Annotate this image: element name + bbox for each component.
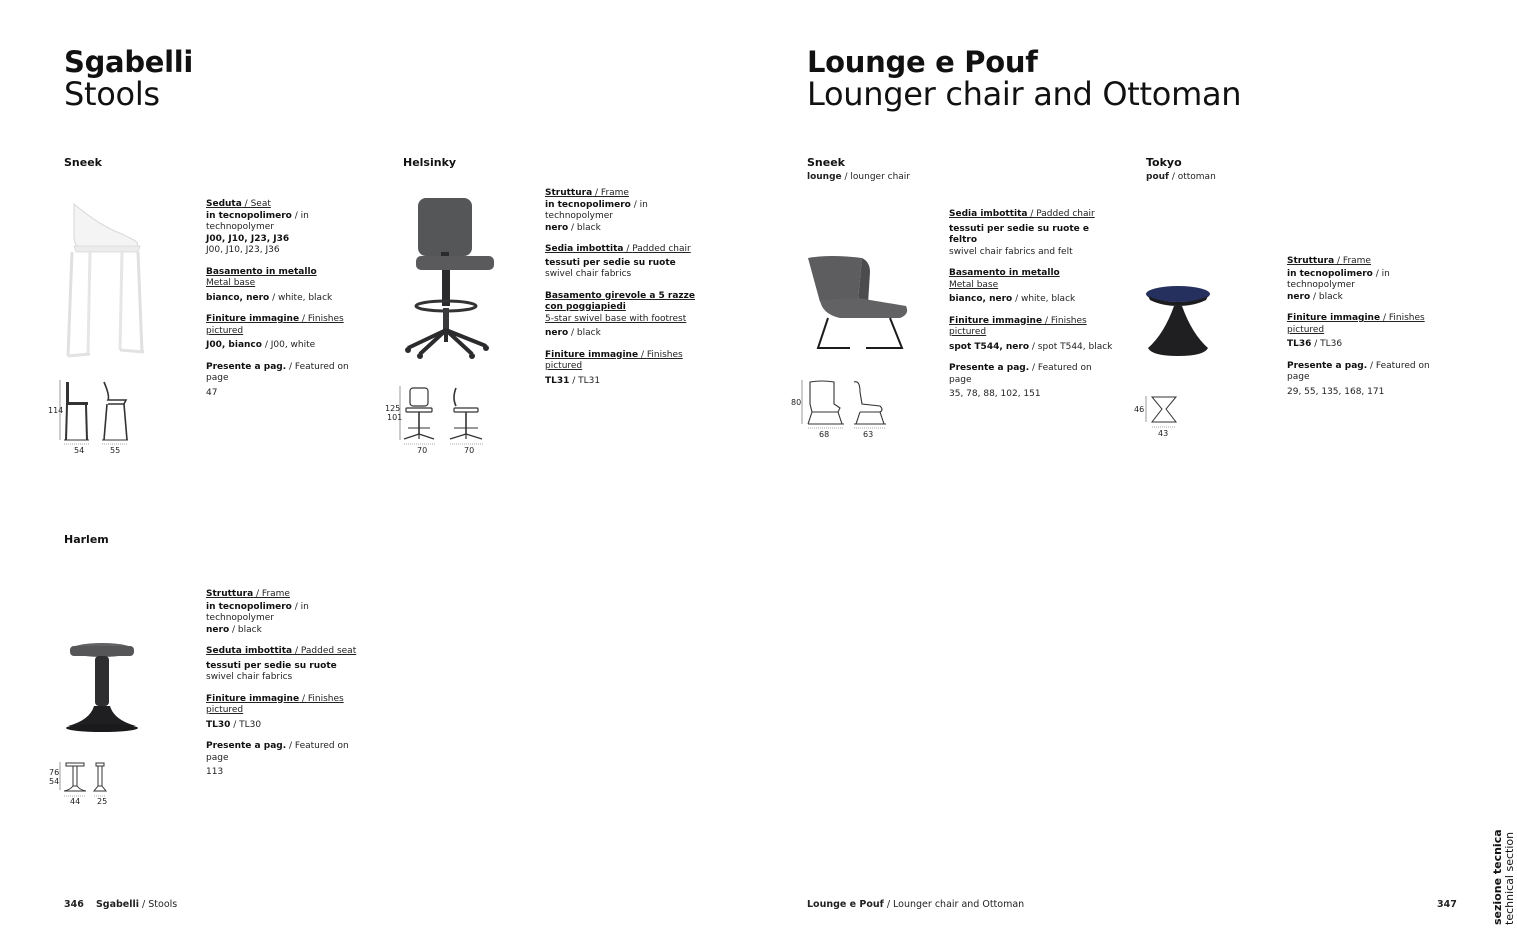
dim-height-sneek-lounge: 80 bbox=[791, 398, 802, 407]
product-name-tokyo: Tokyo bbox=[1146, 156, 1182, 169]
dimension-drawing-sneek-lounge bbox=[800, 378, 896, 434]
dim-width-helsinky: 70 bbox=[417, 446, 428, 455]
side-tab-technical-section: sezione tecnica technical section bbox=[1491, 829, 1516, 925]
spec-block-sneek-stool: Seduta / Seat in tecnopolimero / in technopolymer J00, J10, J23, J36 J00, J10, J23, J36 Basamento in metallo Metal base bianco, nero / white, black Finiture immagine / Finishes pictured J00, bianco / J00, white Presente a pag. / Featured on page 47 bbox=[206, 199, 349, 398]
product-image-sneek-stool bbox=[60, 196, 180, 361]
page-subtitle: Stools bbox=[64, 75, 160, 113]
product-image-sneek-lounge bbox=[800, 252, 920, 358]
left-page-heading bbox=[64, 45, 193, 113]
footer-left: 346 Sgabelli / Stools bbox=[64, 899, 178, 910]
product-header-tokyo: Tokyo pouf / ottoman bbox=[1146, 156, 1216, 182]
page-title: Lounge e Pouf bbox=[807, 45, 1038, 79]
page-title: Sgabelli bbox=[64, 45, 194, 79]
footer-section-en: Stools bbox=[148, 899, 178, 910]
product-name-sneek-lounge: Sneek bbox=[807, 156, 845, 169]
spec-block-sneek-lounge: Sedia imbottita / Padded chair tessuti per sedie su ruote e feltro swivel chair fabrics and felt Basamento in metallo Metal base bianco, nero / white, black Finiture immagine / Finishes pictured spot T544, nero / spot T544, black Presente a pag. / Featured on page 35, 78, 88, 102, 151 bbox=[949, 209, 1113, 399]
product-name-harlem: Harlem bbox=[64, 533, 109, 546]
page-number-right: 347 bbox=[1437, 899, 1457, 910]
dim-depth-helsinky: 70 bbox=[464, 446, 475, 455]
dim-depth-harlem: 25 bbox=[97, 797, 108, 806]
spec-block-helsinky: Struttura / Frame in tecnopolimero / in technopolymer nero / black Sedia imbottita / Padded chair tessuti per sedie su ruote swivel chair fabrics Basamento girevole a 5 razze con poggiapiedi 5-star swivel base with footrest nero / black Finiture immagine / Finishes pictured TL31 / TL31 bbox=[545, 188, 696, 386]
dim-height-tokyo: 46 bbox=[1134, 405, 1145, 414]
spec-block-tokyo: Struttura / Frame in tecnopolimero / in technopolymer nero / black Finiture immagine / Finishes pictured TL36 / TL36 Presente a pag. / Featured on page 29, 55, 135, 168, 171 bbox=[1287, 256, 1430, 397]
product-name-sneek-stool: Sneek bbox=[64, 156, 102, 169]
dim-depth-sneek-stool: 55 bbox=[110, 446, 121, 455]
dim-width-sneek-lounge: 68 bbox=[819, 430, 830, 439]
dim-depth-sneek-lounge: 63 bbox=[863, 430, 874, 439]
footer-right: Lounge e Pouf / Lounger chair and Ottoman bbox=[807, 899, 1025, 910]
dimension-drawing-tokyo bbox=[1144, 394, 1184, 430]
product-image-tokyo bbox=[1140, 284, 1216, 360]
dim-diameter-tokyo: 43 bbox=[1158, 429, 1169, 438]
dim-height-min-helsinky: 101 bbox=[387, 413, 403, 422]
dimension-drawing-helsinky bbox=[396, 384, 496, 454]
footer-section-it: Lounge e Pouf bbox=[807, 899, 884, 910]
product-header-sneek-lounge: Sneek lounge / lounger chair bbox=[807, 156, 911, 182]
page-subtitle: Lounger chair and Ottoman bbox=[807, 75, 1242, 113]
product-image-harlem bbox=[60, 636, 144, 740]
dim-height-max-harlem: 76 bbox=[49, 768, 60, 777]
footer-section-en: Lounger chair and Ottoman bbox=[893, 899, 1025, 910]
right-page-heading bbox=[807, 45, 1241, 113]
dim-height-max-helsinky: 125 bbox=[385, 404, 401, 413]
spec-block-harlem: Struttura / Frame in tecnopolimero / in technopolymer nero / black Seduta imbottita / Padded seat tessuti per sedie su ruote swivel chair fabrics Finiture immagine / Finishes pictured TL30 / TL30 Presente a pag. / Featured on page 113 bbox=[206, 589, 357, 777]
dim-width-sneek-stool: 54 bbox=[74, 446, 85, 455]
product-image-helsinky bbox=[400, 192, 500, 360]
dim-width-harlem: 44 bbox=[70, 797, 81, 806]
dim-height-min-harlem: 54 bbox=[49, 777, 60, 786]
product-name-helsinky: Helsinky bbox=[403, 156, 457, 169]
dimension-drawing-harlem bbox=[58, 760, 118, 800]
dim-height-sneek-stool: 114 bbox=[48, 406, 64, 415]
page-number-left: 346 bbox=[64, 899, 84, 910]
dimension-drawing-sneek-stool bbox=[44, 376, 144, 458]
footer-section-it: Sgabelli bbox=[95, 899, 140, 910]
